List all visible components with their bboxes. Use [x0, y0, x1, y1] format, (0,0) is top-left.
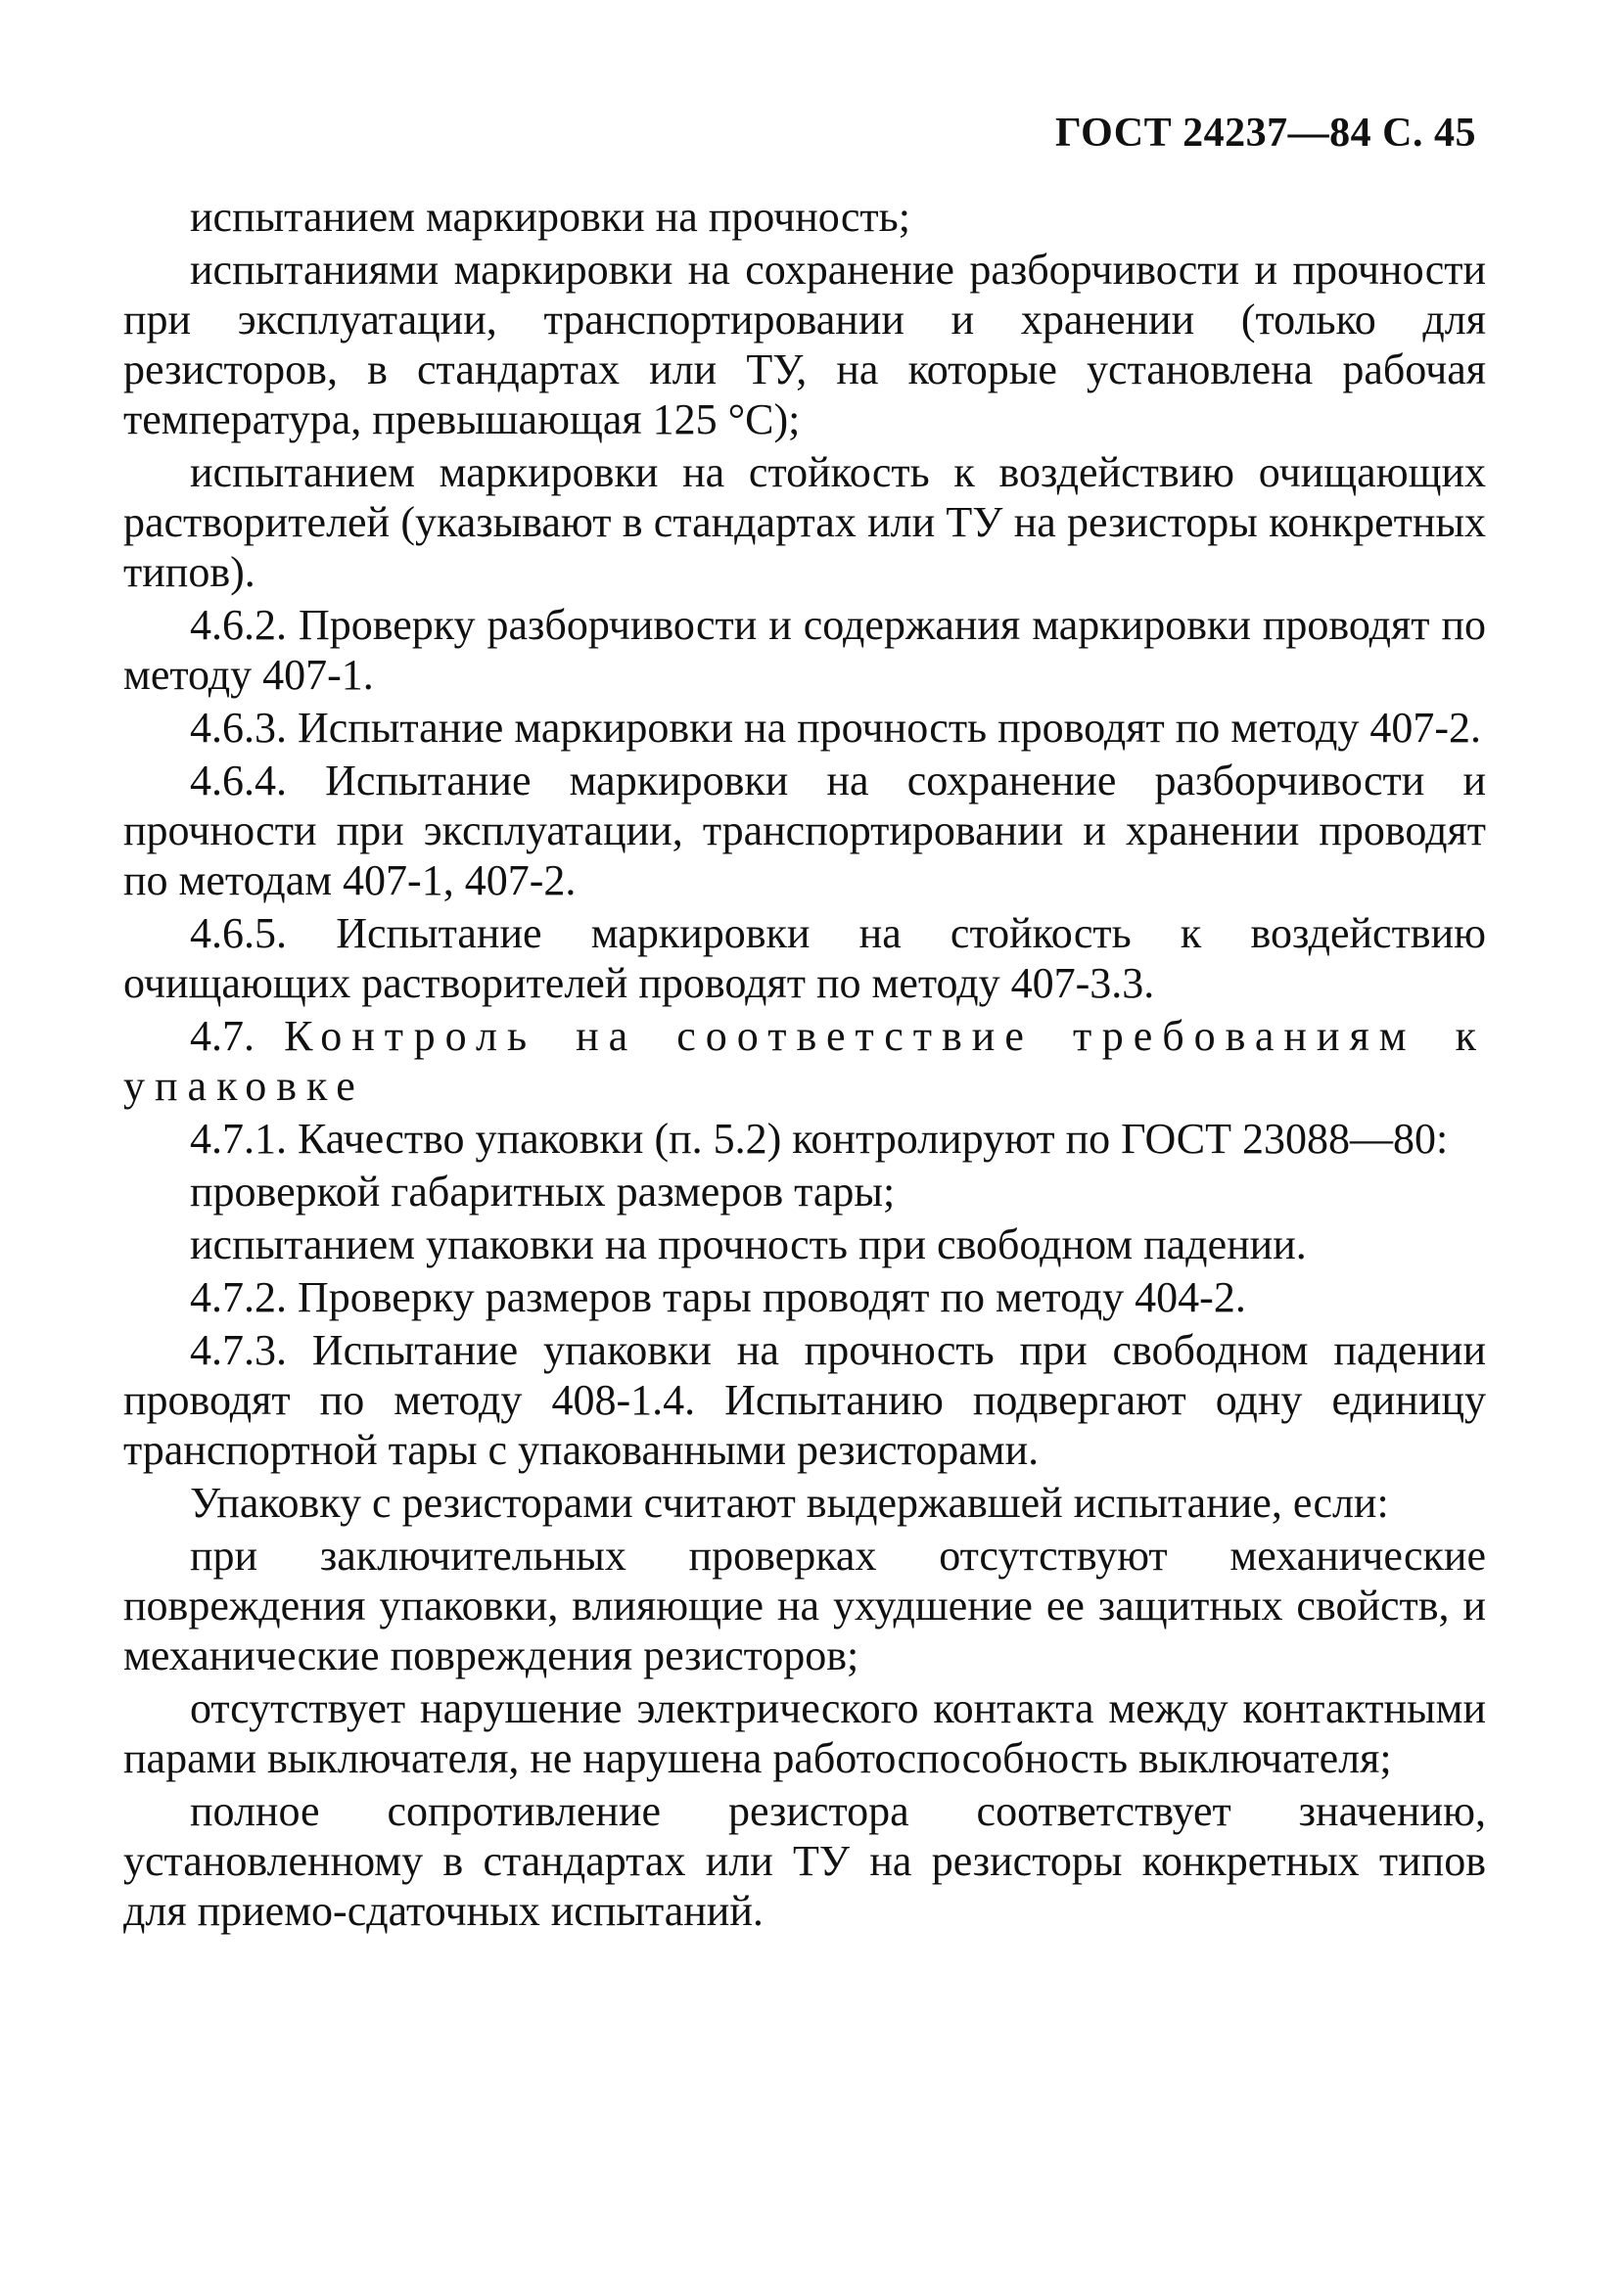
page-header: ГОСТ 24237—84 С. 45 [1054, 111, 1476, 156]
section-title: Контроль на соответствие требованиям к упаковке [123, 1012, 1487, 1110]
paragraph: при заключительных проверках отсутствуют механические повреждения упаковки, влияющие на ухудшение ее защитных свойств, и механические повреждения резисторов; [123, 1532, 1486, 1679]
paragraph: испытанием маркировки на прочность; [190, 193, 910, 241]
paragraph: Упаковку с резисторами считают выдержавшей испытание, если: [190, 1479, 1389, 1527]
paragraph: 4.7.1. Качество упаковки (п. 5.2) контролируют по ГОСТ 23088—80: [190, 1115, 1449, 1163]
section-number: 4.7. [190, 1012, 255, 1060]
paragraph: проверкой габаритных размеров тары; [190, 1168, 896, 1216]
paragraph: испытаниями маркировки на сохранение разборчивости и прочности при эксплуатации, транспортировании и хранении (только для резисторов, в стандартах или ТУ, на которые установлена рабочая температура, превышающая 125 °С); [123, 246, 1486, 443]
paragraph: отсутствует нарушение электрического контакта между контактными парами выключателя, не нарушена работоспособность выключателя; [123, 1684, 1486, 1782]
paragraph: испытанием упаковки на прочность при свободном падении. [190, 1220, 1307, 1268]
paragraph: 4.6.3. Испытание маркировки на прочность проводят по методу 407-2. [190, 704, 1482, 752]
paragraph: 4.7.3. Испытание упаковки на прочность при свободном падении проводят по методу 408-1.4. Испытанию подвергают одну единицу транспортной тары с упакованными резисторами. [123, 1326, 1486, 1474]
paragraph: испытанием маркировки на стойкость к воздействию очищающих растворителей (указывают в стандартах или ТУ на резисторы конкретных типов). [123, 448, 1486, 596]
paragraph: полное сопротивление резистора соответствует значению, установленному в стандартах или ТУ на резисторы конкретных типов для приемо-сдаточных испытаний. [123, 1787, 1486, 1935]
paragraph: 4.6.4. Испытание маркировки на сохранение разборчивости и прочности при эксплуатации, транспортировании и хранении проводят по методам 407-1, 407-2. [123, 757, 1486, 904]
paragraph: 4.6.5. Испытание маркировки на стойкость к воздействию очищающих растворителей проводят по методу 407-3.3. [123, 909, 1486, 1007]
paragraph: 4.6.2. Проверку разборчивости и содержания маркировки проводят по методу 407-1. [123, 601, 1486, 699]
paragraph: 4.7.2. Проверку размеров тары проводят по методу 404-2. [190, 1273, 1246, 1321]
section-heading [123, 1011, 1486, 1111]
document-body [123, 192, 1486, 1939]
